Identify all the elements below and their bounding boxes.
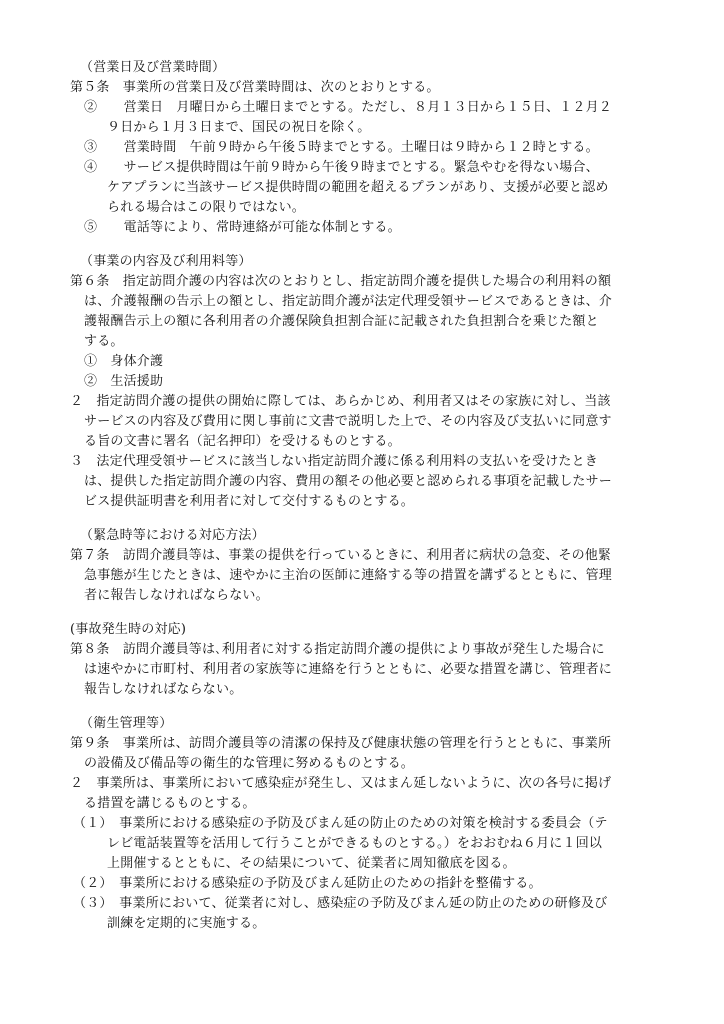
list-item-line: ④ サービス提供時間は午前９時から午後９時までとする。緊急やむを得ない場合、 — [84, 160, 599, 175]
section-heading: （衛生管理等） — [80, 716, 173, 731]
sub-item-continuation: 上開催するとともに、その結果について、従業者に周知徹底を図る。 — [107, 856, 516, 871]
sub-item-line: （３） 事業所において、従業者に対し、感染症の予防及びまん延の防止のための研修及び — [73, 896, 608, 911]
article-line: 第８条 訪問介護員等は､利用者に対する指定訪問介護の提供により事故が発生した場合に — [70, 642, 605, 657]
article-line: 第６条 指定訪問介護の内容は次のとおりとし、指定訪問介護を提供した場合の利用料の額 — [70, 274, 612, 289]
list-item-line: ② 営業日 月曜日から土曜日までとする。ただし、８月１３日から１５日、１２月２ — [84, 100, 613, 115]
paragraph-continuation: る措置を講じるものとする。 — [84, 796, 256, 811]
article-line: 第７条 訪問介護員等は、事業の提供を行っているときに、利用者に病状の急変、その他緊 — [70, 548, 612, 563]
article-continuation: 護報酬告示上の額に各利用者の介護保険負担割合証に記載された負担割合を乗じた額と — [84, 314, 599, 329]
section-heading: （事業の内容及び利用料等） — [80, 254, 252, 269]
paragraph-continuation: ビス提供証明書を利用者に対して交付するものとする。 — [84, 494, 415, 509]
section-heading: （営業日及び営業時間） — [80, 60, 226, 75]
paragraph-continuation: サービスの内容及び費用に関し事前に文書で説明した上で、その内容及び支払いに同意す — [84, 414, 612, 429]
paragraph-continuation: る旨の文書に署名（記名押印）を受けるものとする。 — [84, 434, 401, 449]
sub-item-continuation: 訓練を定期的に実施する。 — [107, 916, 266, 931]
article-continuation: 急事態が生じたときは、速やかに主治の医師に連絡する等の措置を講ずるとともに、管理 — [84, 568, 613, 583]
article-continuation: は、介護報酬の告示上の額とし、指定訪問介護が法定代理受領サービスであるときは、介 — [84, 294, 613, 309]
section-heading: （緊急時等における対応方法） — [80, 528, 265, 543]
list-item-line: ② 生活援助 — [84, 374, 164, 389]
list-item-continuation: ９日から１月３日まで、国民の祝日を除く。 — [107, 120, 371, 135]
list-item-continuation: られる場合はこの限りではない。 — [107, 200, 306, 215]
document-page — [0, 58, 724, 934]
article-continuation: の設備及び備品等の衛生的な管理に努めるものとする。 — [84, 756, 415, 771]
section-gap — [0, 238, 724, 252]
list-item-line: ① 身体介護 — [84, 354, 164, 369]
list-item-continuation: ケアプランに当該サービス提供時間の範囲を超えるプランがあり、支援が必要と認め — [107, 180, 609, 195]
article-continuation: 者に報告しなければならない。 — [84, 588, 269, 603]
paragraph-line: ３ 法定代理受領サービスに該当しない指定訪問介護に係る利用料の支払いを受けたとき — [70, 454, 599, 469]
sub-item-continuation: レビ電話装置等を活用して行うことができるものとする。）をおおむね６月に１回以 — [107, 836, 603, 851]
list-item-line: ③ 営業時間 午前９時から午後５時までとする。土曜日は９時から１２時とする。 — [84, 140, 599, 155]
section-gap — [0, 700, 724, 714]
paragraph-line: ２ 事業所は、事業所において感染症が発生し、又はまん延しないように、次の各号に掲げ — [70, 776, 612, 791]
article-continuation: 報告しなければならない。 — [84, 682, 243, 697]
article-line: 第９条 事業所は、訪問介護員等の清潔の保持及び健康状態の管理を行うとともに、事業所 — [70, 736, 612, 751]
section-gap — [0, 512, 724, 526]
section-gap — [0, 606, 724, 620]
sub-item-line: （２） 事業所における感染症の予防及びまん延防止のための指針を整備する。 — [73, 876, 542, 891]
article-line: 第５条 事業所の営業日及び営業時間は、次のとおりとする。 — [70, 80, 440, 95]
paragraph-continuation: は、提供した指定訪問介護の内容、費用の額その他必要と認められる事項を記載したサー — [84, 474, 613, 489]
article-continuation: は速やかに市町村、利用者の家族等に連絡を行うとともに、必要な措置を講じ、管理者に — [84, 662, 613, 677]
section-heading: (事故発生時の対応) — [70, 622, 187, 637]
article-continuation: する。 — [84, 334, 124, 349]
sub-item-line: （１） 事業所における感染症の予防及びまん延の防止のための対策を検討する委員会（テ — [73, 816, 608, 831]
paragraph-line: ２ 指定訪問介護の提供の開始に際しては、あらかじめ、利用者又はその家族に対し、当該 — [70, 394, 611, 409]
list-item-line: ⑤ 電話等により、常時連絡が可能な体制とする。 — [84, 220, 401, 235]
